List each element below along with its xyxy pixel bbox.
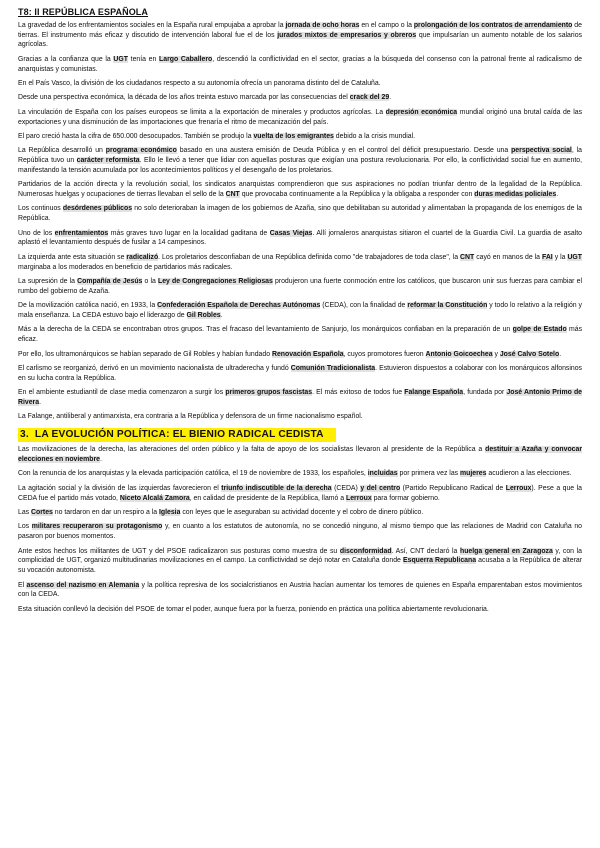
- text-run: más graves tuvo lugar en la localidad gaditana de: [108, 229, 270, 237]
- text-run: y, con la complicidad de UGT, organizó multitudinarias movilizaciones en el campo. La conflictividad se dejó notar en Cataluña donde: [18, 547, 582, 565]
- paragraph: [18, 412, 582, 422]
- text-run: con leyes que le aseguraban su actividad docente y el cobro de dinero público.: [180, 509, 424, 516]
- text-run: (Partido Republicano Radical de: [400, 484, 506, 492]
- paragraph: [18, 547, 582, 576]
- bold-term: UGT: [567, 253, 582, 261]
- bold-term: Esquerra Republicana: [403, 557, 477, 565]
- text-run: La República desarrolló un: [18, 147, 106, 155]
- text-run: y la: [552, 253, 568, 261]
- text-run: , en calidad de presidente de la República, llamó a: [189, 494, 347, 502]
- text-run: La vinculación de España con los países europeos se limita a la exportación de minerales y productos agrícolas. La: [18, 108, 386, 116]
- text-run: La agitación social y la división de las izquierdas favorecieron el: [18, 484, 222, 492]
- text-run: ). Pese a que la CEDA fue el partido más votado,: [18, 484, 582, 502]
- bold-term: mujeres: [460, 470, 487, 478]
- bold-term: radicalizó: [126, 253, 159, 261]
- text-run: El paro creció hasta la cifra de 650.000 desocupados. También se produjo la: [18, 132, 254, 140]
- bold-term: primeros grupos fascistas: [225, 389, 313, 397]
- text-run: más eficaz.: [18, 326, 583, 344]
- text-run: .: [99, 456, 102, 464]
- text-run: Por ello, los ultramonárquicos se habían separado de Gil Robles y habían fundado: [18, 350, 272, 358]
- text-run: .: [559, 350, 562, 358]
- text-run: cayó en manos de la: [474, 253, 542, 261]
- text-run: o la: [142, 278, 158, 286]
- paragraph: [18, 21, 582, 50]
- bold-term: militares recuperaron su protagonismo: [31, 523, 163, 531]
- paragraph: [18, 484, 582, 504]
- paragraph: [18, 229, 582, 249]
- text-run: Más a la derecha de la CEDA se encontraban otros grupos. Tras el fracaso del levantamiento de Sanjurjo, los monárquicos confiaban en la preparación de un: [18, 326, 513, 334]
- bold-term: triunfo indiscutible de la derecha: [221, 484, 332, 492]
- bold-term: desórdenes públicos: [62, 205, 133, 213]
- text-run: debido a la crisis mundial.: [333, 132, 416, 140]
- bold-term: prolongación de los contratos de arrendamiento: [413, 21, 573, 29]
- bold-term: Lerroux: [346, 494, 372, 502]
- section-heading: [18, 428, 336, 442]
- bold-term: disconformidad: [339, 547, 392, 555]
- text-run: . Los proletarios desconfiaban de una República definida como "de trabajadores de toda clase", la: [158, 253, 461, 261]
- text-run: que provocaba continuamente a la República y la obligaba a responder con: [239, 191, 475, 199]
- text-run: .: [556, 191, 559, 199]
- bold-term: Comunión Tradicionalista: [290, 364, 376, 372]
- text-run: El carlismo se reorganizó, derivó en un movimiento nacionalista de ultraderecha y fundó: [18, 364, 291, 372]
- bold-term: Gil Robles: [186, 312, 221, 320]
- text-run: , cuyos promotores fueron: [343, 350, 426, 358]
- bold-term: CNT: [225, 191, 240, 199]
- bold-term: incluidas: [367, 470, 398, 478]
- paragraph: [18, 253, 582, 273]
- text-run: Con la renuncia de los anarquistas y la elevada participación católica, el 19 de noviembre de 1933, los españoles,: [18, 470, 368, 478]
- text-run: La Falange, antiliberal y antimarxista, era contraria a la República y defensora de un firme nacionalismo español.: [18, 413, 363, 421]
- text-run: .: [39, 398, 41, 406]
- text-run: La supresión de la: [18, 278, 78, 286]
- bold-term: duras medidas policiales: [474, 191, 557, 199]
- text-run: acudieron a las elecciones.: [486, 470, 572, 478]
- text-run: , descendió la conflictividad en el sector, gracias a la búsqueda del consenso con la patronal frente al radicalismo de anarquistas y comunistas.: [18, 55, 583, 73]
- text-run: El: [18, 581, 27, 589]
- text-run: Los continuos: [18, 205, 63, 213]
- text-run: Partidarios de la acción directa y la revolución social, los sindicatos anarquistas comprendieron que sus aspiraciones no podían triunfar dentro de la legalidad de la República. Numerosas huelgas y ocupaciones de tierras llevaban el sello de la: [18, 181, 582, 199]
- text-run: de tierras. El instrumento más eficaz y discutido de intervención laboral fue el de los: [18, 21, 582, 39]
- paragraphs-block-1: [18, 21, 582, 422]
- bold-term: jurados mixtos de empresarios y obreros: [277, 31, 417, 39]
- text-run: . Allí jornaleros anarquistas sitiaron el cuartel de la Guardia Civil. La guardia de asalto aplastó el levantamiento después de fusilar a 14 campesinos.: [18, 229, 582, 247]
- text-run: marginaba a los moderados en beneficio de partidarios más radicales.: [18, 263, 233, 271]
- text-run: para formar gobierno.: [371, 494, 440, 502]
- text-run: .: [389, 94, 392, 102]
- text-run: mundial originó una brutal caída de las exportaciones y una disminución de las importaciones que frenaría el ritmo de mecanización del país.: [18, 108, 583, 126]
- paragraph: [18, 79, 582, 89]
- bold-term: jornada de ocho horas: [285, 21, 360, 29]
- bold-term: ascenso del nazismo en Alemania: [26, 581, 140, 589]
- text-run: En el País Vasco, la división de los ciudadanos respecto a su autonomía ofrecía un panorama distinto del de Cataluña.: [18, 79, 381, 87]
- text-run: Ante estos hechos los militantes de UGT y del PSOE radicalizaron sus posturas como muestra de su: [18, 547, 340, 555]
- bold-term: José Calvo Sotelo: [499, 350, 560, 358]
- bold-term: crack del 29: [349, 94, 390, 102]
- bold-term: reformar la Constitución: [407, 302, 488, 310]
- paragraph: [18, 146, 582, 175]
- bold-term: Ley de Congregaciones Religiosas: [158, 278, 273, 286]
- text-run: , fundada por: [463, 389, 507, 397]
- text-run: y, en cuanto a los estatutos de autonomía, no se concedió ninguno, al mismo tiempo que las relaciones de Madrid con Cataluña no pasaron por buenos momentos.: [18, 523, 583, 541]
- document-title: T8: II REPÚBLICA ESPAÑOLA: [18, 7, 149, 17]
- text-run: y la política represiva de los socialcristianos en Austria hacían aumentar los temores de quienes en España emparentaban estos movimientos con la CEDA.: [18, 581, 582, 599]
- text-run: (CEDA): [331, 484, 361, 492]
- paragraph: [18, 469, 582, 479]
- text-run: Las: [18, 509, 32, 516]
- text-run: y: [492, 350, 500, 358]
- paragraph: [18, 605, 582, 615]
- text-run: Desde una perspectiva económica, la década de los años treinta estuvo marcada por las consecuencias del: [18, 94, 350, 102]
- paragraph: [18, 388, 582, 408]
- text-run: en el campo o la: [359, 21, 414, 29]
- bold-term: Falange Española: [404, 389, 464, 397]
- paragraph: [18, 445, 582, 465]
- text-run: .: [220, 312, 223, 320]
- bold-term: UGT: [113, 55, 128, 63]
- paragraph: [18, 277, 582, 297]
- bold-term: perspectiva social: [511, 147, 572, 155]
- bold-term: Compañía de Jesús: [77, 278, 143, 286]
- bold-term: enfrentamientos: [54, 229, 109, 237]
- text-run: La gravedad de los enfrentamientos sociales en la España rural empujaba a aprobar la: [18, 21, 286, 29]
- paragraph: [18, 522, 582, 542]
- text-run: , la República tuvo un: [18, 147, 582, 165]
- text-run: produjeron una fuerte conmoción entre los católicos, que buscaron unir sus fuerzas para cambiar el rumbo del gobierno de Azaña.: [18, 278, 582, 295]
- bold-term: Casas Viejas: [269, 229, 313, 237]
- bold-term: Confederación Española de Derechas Autónomas: [157, 302, 321, 310]
- paragraph: [18, 204, 582, 224]
- paragraphs-block-2: [18, 445, 582, 614]
- bold-term: Niceto Alcalá Zamora: [119, 494, 190, 502]
- bold-term: carácter reformista: [76, 157, 140, 165]
- text-run: (CEDA), con la finalidad de: [320, 302, 408, 310]
- section-number: 3.: [20, 428, 29, 440]
- text-run: La izquierda ante esta situación se: [18, 253, 127, 261]
- text-run: . Ello le llevó a tener que lidiar con aquellas posturas que exigían una postura revolucionaria. Por ello, la conflictividad social fue en aumento, manifestando la tensión acumulada por los acontecimientos políticos y el desengaño de los proletarios.: [18, 157, 583, 174]
- text-run: no tardaron en dar un respiro a la: [52, 509, 159, 516]
- bold-term: depresión económica: [385, 108, 458, 116]
- bold-term: FAI: [541, 253, 553, 261]
- paragraph: [18, 180, 582, 200]
- bold-term: programa económico: [105, 147, 177, 155]
- text-run: Las movilizaciones de la derecha, las alteraciones del orden público y la falta de apoyo de los socialistas llevaron al presidente de la República a: [18, 446, 486, 454]
- paragraph: [18, 364, 582, 384]
- paragraph: [18, 325, 582, 345]
- text-run: Los: [18, 523, 32, 531]
- text-run: Uno de los: [18, 229, 55, 237]
- text-run: . Estuvieron dispuestos a colaborar con los monárquicos alfonsinos en su lucha contra la República.: [18, 364, 583, 382]
- bold-term: vuelta de los emigrantes: [253, 132, 334, 140]
- text-run: En el ambiente estudiantil de clase media comenzaron a surgir los: [18, 389, 226, 397]
- bold-term: Renovación Española: [271, 350, 344, 358]
- text-run: Esta situación conllevó la decisión del PSOE de tomar el poder, aunque fuera por la fuerza, poniendo en práctica una política abiertamente revolucionaria.: [18, 605, 489, 613]
- bold-term: golpe de Estado: [512, 326, 567, 334]
- text-run: que impulsarían un aumento notable de los salarios agrícolas.: [18, 31, 582, 49]
- text-run: por primera vez las: [397, 470, 461, 478]
- paragraph: [18, 581, 582, 601]
- bold-term: y del centro: [360, 484, 401, 492]
- bold-term: Lerroux: [505, 484, 532, 492]
- bold-term: José Antonio Primo de Rivera: [18, 389, 582, 406]
- paragraph: [18, 93, 582, 103]
- paragraph: [18, 508, 582, 518]
- bold-term: huelga general en Zaragoza: [459, 547, 553, 555]
- bold-term: Largo Caballero: [159, 55, 213, 63]
- bold-term: Cortes: [31, 509, 53, 516]
- text-run: acusaba a la República de alterar su vocación autonomista.: [18, 557, 582, 575]
- paragraph: [18, 108, 582, 128]
- text-run: Gracias a la confianza que la: [18, 55, 114, 63]
- paragraph: [18, 301, 582, 321]
- paragraph: [18, 132, 582, 142]
- text-run: . El más exitoso de todos fue: [312, 389, 405, 397]
- paragraph: [18, 350, 582, 360]
- section-title: LA EVOLUCIÓN POLÍTICA: EL BIENIO RADICAL CEDISTA: [34, 428, 324, 440]
- text-run: no solo deterioraban la imagen de los gobiernos de Azaña, sino que debilitaban su autoridad y alimentaban la propaganda de los enemigos de la República.: [18, 205, 582, 223]
- bold-term: destituir a Azaña y convocar elecciones en noviembre: [18, 446, 582, 464]
- text-run: tenía en: [127, 55, 160, 63]
- bold-term: Iglesia: [158, 509, 181, 516]
- text-run: . Así, CNT declaró la: [391, 547, 460, 555]
- text-run: y todo lo relativo a la religión y mala enseñanza. La CEDA estuvo bajo el liderazgo de: [18, 302, 582, 320]
- paragraph: [18, 55, 582, 75]
- bold-term: CNT: [460, 253, 475, 261]
- text-run: basado en una austera emisión de Deuda Pública y en el control del déficit presupuestario. Desde una: [176, 147, 512, 155]
- bold-term: Antonio Goicoechea: [425, 350, 493, 358]
- text-run: De la movilización católica nació, en 1933, la: [18, 302, 158, 310]
